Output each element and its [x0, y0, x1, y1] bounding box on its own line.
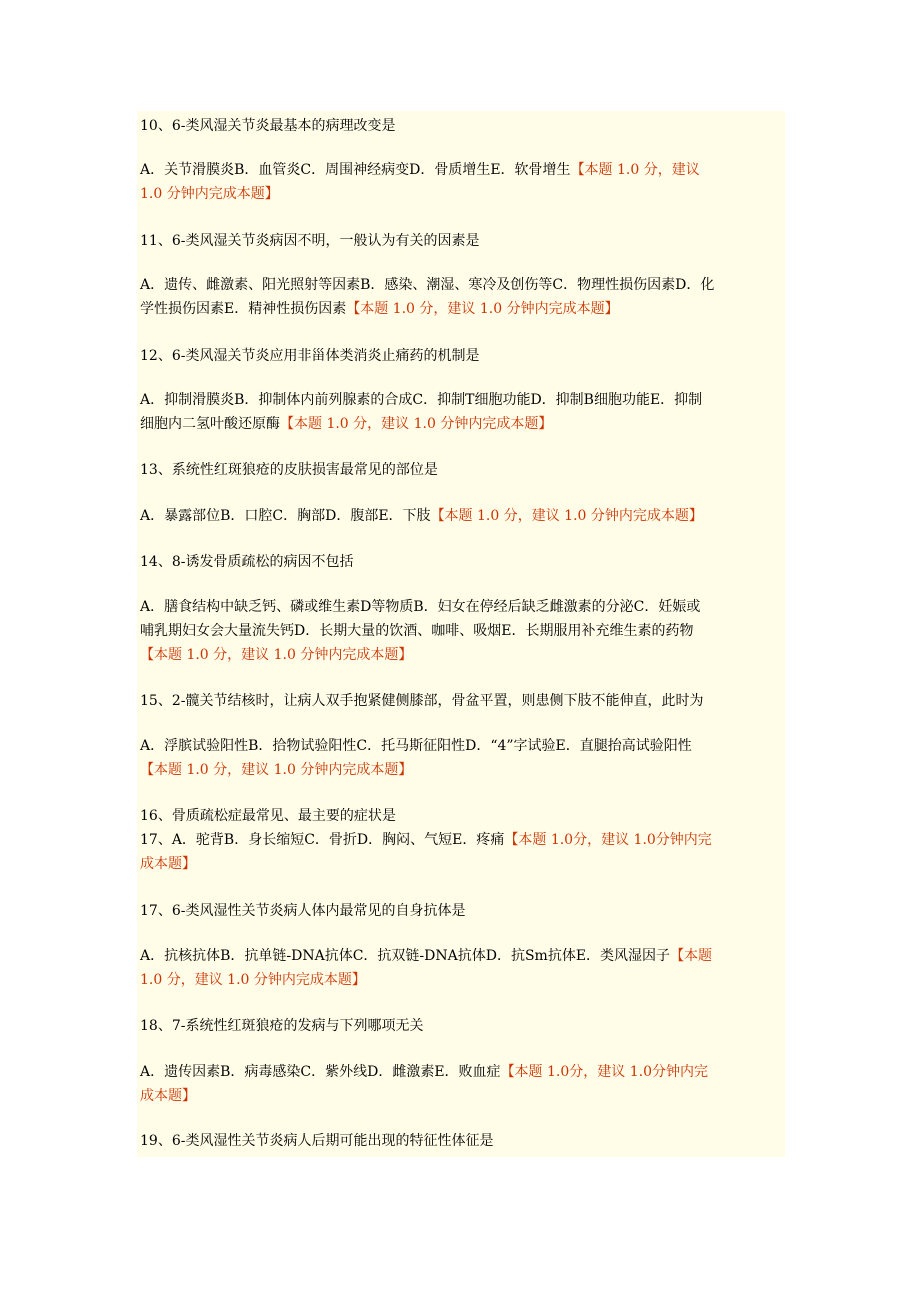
question-11: 11、6-类风湿关节炎病因不明，一般认为有关的因素是: [140, 233, 480, 249]
question-15: 15、2-髋关节结核时，让病人双手抱紧健侧膝部，骨盆平置，则患侧下肢不能伸直，此时为: [140, 693, 704, 709]
answer-11: [140, 273, 785, 321]
hint-text: 1.0 分钟内完成本题】: [140, 186, 279, 202]
document-page: [137, 111, 785, 1157]
hint-text: 成本题】: [140, 1088, 196, 1104]
question-14: 14、8-诱发骨质疏松的病因不包括: [140, 554, 354, 570]
answer-line: A．膳食结构中缺乏钙、磷或维生素D等物质B．妇女在停经后缺乏雌激素的分泌C．妊娠或: [140, 599, 701, 615]
hint-text: 【本题 1.0分，建议 1.0分钟内完: [500, 1064, 708, 1080]
answer-line: [140, 182, 785, 206]
answer-line: A．遗传因素B．病毒感染C．紫外线D．雌激素E．败血症【本题 1.0分，建议 1.0分钟内完: [140, 1064, 708, 1080]
answer-15: [140, 734, 785, 782]
hint-text: 【本题 1.0 分，建议 1.0 分钟内完成本题】: [346, 301, 619, 317]
question-10: 10、6-类风湿关节炎最基本的病理改变是: [140, 118, 396, 134]
answer-line: 学性损伤因素E．精神性损伤因素【本题 1.0 分，建议 1.0 分钟内完成本题】: [140, 301, 619, 317]
answer-line: 17、A．驼背B．身长缩短C．骨折D．胸闷、气短E．疼痛【本题 1.0分，建议 1.0分钟内完: [140, 832, 712, 848]
answer-line: A．抑制滑膜炎B．抑制体内前列腺素的合成C．抑制T细胞功能D．抑制B细胞功能E．抑制: [140, 392, 703, 408]
hint-text: 成本题】: [140, 856, 196, 872]
answer-line: [140, 643, 785, 667]
answer-14: [140, 595, 785, 667]
answer-line: [140, 1084, 785, 1108]
hint-text: 1.0 分，建议 1.0 分钟内完成本题】: [140, 972, 366, 988]
answer-10: [140, 158, 785, 206]
answer-line: 细胞内二氢叶酸还原酶【本题 1.0 分，建议 1.0 分钟内完成本题】: [140, 416, 553, 432]
question-19: 19、6-类风湿性关节炎病人后期可能出现的特征性体征是: [140, 1133, 494, 1149]
answer-line: [140, 758, 785, 782]
answer-line: [140, 852, 785, 876]
question-13: 13、系统性红斑狼疮的皮肤损害最常见的部位是: [140, 462, 438, 478]
hint-text: 【本题 1.0 分，建议 1.0 分钟内完成本题】: [140, 762, 413, 778]
hint-text: 【本题 1.0 分，建议 1.0 分钟内完成本题】: [430, 508, 703, 524]
hint-text: 【本题 1.0 分，建议 1.0 分钟内完成本题】: [280, 416, 553, 432]
question-16: 16、骨质疏松症最常见、最主要的症状是: [140, 808, 396, 824]
question-12: 12、6-类风湿关节炎应用非甾体类消炎止痛药的机制是: [140, 348, 480, 364]
answer-17: [140, 944, 785, 992]
answer-line: [140, 968, 785, 992]
answer-13: [140, 504, 785, 528]
hint-text: 【本题 1.0 分，建议 1.0 分钟内完成本题】: [140, 647, 413, 663]
answer-line: A．暴露部位B．口腔C．胸部D．腹部E．下肢【本题 1.0 分，建议 1.0 分钟内完成本题】: [140, 508, 703, 524]
answer-line: A．抗核抗体B．抗单链-DNA抗体C．抗双链-DNA抗体D．抗Sm抗体E．类风湿因子【本题: [140, 948, 713, 964]
hint-text: 【本题 1.0 分，建议: [570, 162, 700, 178]
answer-12: [140, 388, 785, 436]
answer-18: [140, 1060, 785, 1108]
answer-line: A．浮膑试验阳性B．拾物试验阳性C．托马斯征阳性D．“4”字试验E．直腿抬高试验阳性: [140, 738, 692, 754]
answer-line: A．关节滑膜炎B．血管炎C．周围神经病变D．骨质增生E．软骨增生【本题 1.0 分，建议: [140, 162, 700, 178]
question-17: 17、6-类风湿性关节炎病人体内最常见的自身抗体是: [140, 903, 466, 919]
answer-line: A．遗传、雌激素、阳光照射等因素B．感染、潮湿、寒冷及创伤等C．物理性损伤因素D．化: [140, 277, 715, 293]
answer-line: 哺乳期妇女会大量流失钙D．长期大量的饮酒、咖啡、吸烟E．长期服用补充维生素的药物: [140, 623, 694, 639]
answer-16: [140, 828, 785, 876]
hint-text: 【本题: [670, 948, 713, 964]
question-18: 18、7-系统性红斑狼疮的发病与下列哪项无关: [140, 1018, 424, 1034]
hint-text: 【本题 1.0分，建议 1.0分钟内完: [504, 832, 712, 848]
